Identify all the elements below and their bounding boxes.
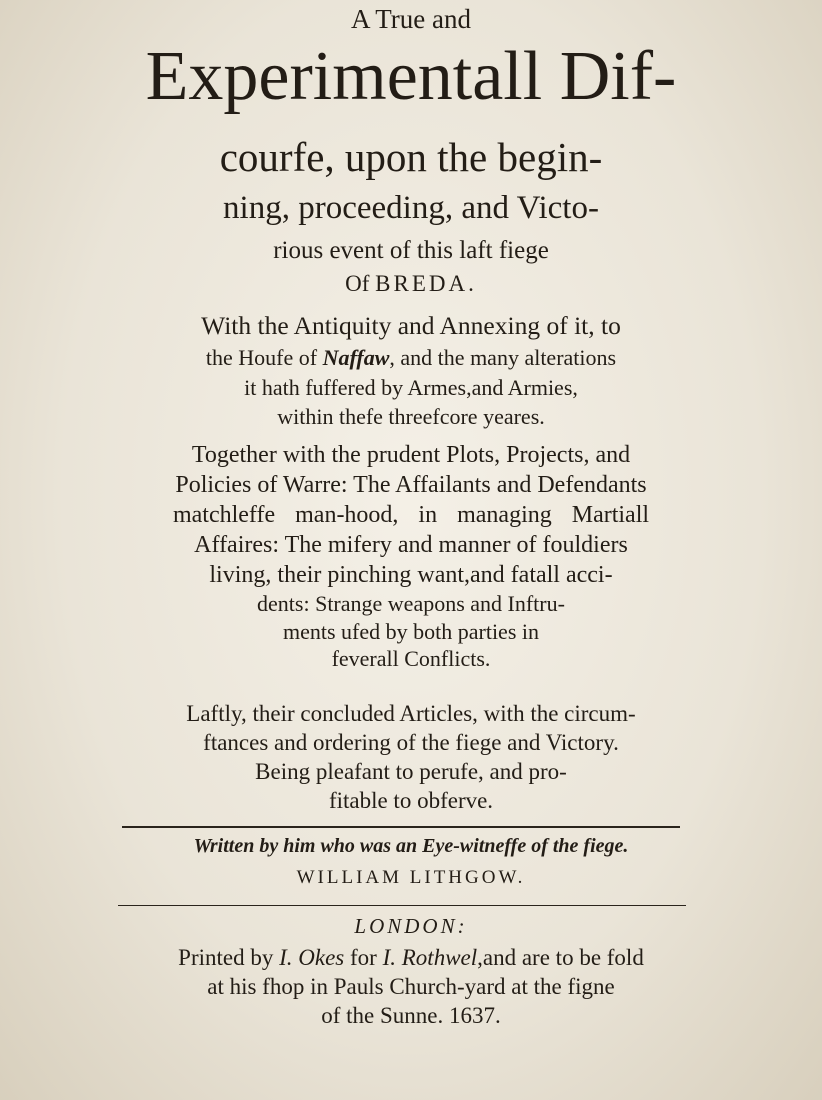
antiquity-line-1: With the Antiquity and Annexing of it, to (201, 311, 621, 340)
together-line-3: matchleffe man-hood, in managing Martiall (172, 502, 650, 528)
title-line-1: A True and (350, 4, 472, 34)
antiquity-line-4: within thefe threefcore yeares. (277, 404, 545, 429)
house-line (0, 347, 822, 369)
imprint-a: Printed by (178, 945, 280, 970)
nassau-text: Naffaw (322, 345, 390, 370)
lastly-line-3: Being pleafant to perufe, and pro- (255, 759, 567, 784)
main-title: Experimentall Dif- (145, 38, 677, 115)
author-note: Written by him who was an Eye-witneffe of the fiege. (193, 835, 629, 857)
house-before: the Houfe of (205, 345, 323, 370)
bookseller-name: I. Rothwel (382, 945, 478, 970)
antiquity-line-3: it hath fuffered by Armes,and Armies, (244, 375, 578, 400)
imprint-line-2: at his fhop in Pauls Church-yard at the figne (207, 974, 615, 999)
imprint-line-3: of the Sunne. 1637. (321, 1003, 501, 1028)
of-text: Of (345, 271, 370, 296)
rule-top (122, 826, 680, 828)
lastly-line-2: ftances and ordering of the fiege and Victory. (203, 730, 619, 755)
together-line-1: Together with the prudent Plots, Projects, and (191, 442, 631, 468)
imprint-line-1 (0, 946, 822, 969)
together-line-6: dents: Strange weapons and Inftru- (257, 591, 565, 616)
printer-name: I. Okes (279, 945, 345, 970)
imprint-b: for (344, 945, 383, 970)
house-after: , and the many alterations (389, 345, 617, 370)
together-line-5: living, their pinching want,and fatall acci- (209, 562, 613, 588)
title-line-3: courfe, upon the begin- (219, 134, 603, 180)
together-line-4: Affaires: The mifery and manner of fouldiers (194, 532, 628, 558)
lastly-line-1: Laftly, their concluded Articles, with the circum- (186, 701, 636, 726)
imprint-city: LONDON: (354, 914, 468, 938)
together-line-8: feverall Conflicts. (331, 646, 491, 671)
title-line-5: rious event of this laft fiege (273, 237, 549, 264)
breda-text: BREDA. (375, 271, 477, 296)
rule-bottom (118, 905, 686, 906)
lastly-line-4: fitable to obferve. (328, 788, 494, 813)
together-line-7: ments ufed by both parties in (282, 619, 539, 644)
title-line-breda (0, 272, 822, 295)
together-line-2: Policies of Warre: The Affailants and Defendants (175, 472, 647, 498)
author-name: WILLIAM LITHGOW. (296, 867, 526, 888)
title-line-4: ning, proceeding, and Victo- (223, 190, 599, 226)
imprint-c: ,and are to be fold (477, 945, 644, 970)
